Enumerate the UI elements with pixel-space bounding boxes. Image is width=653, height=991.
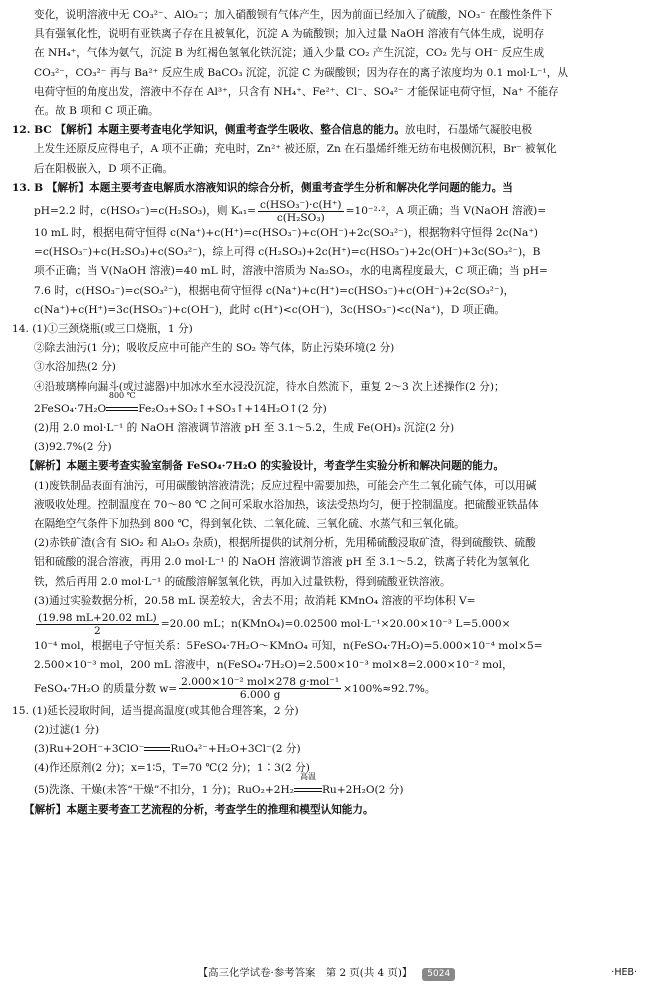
text-line: c(Na⁺)+c(H⁺)=3c(HSO₃⁻)+c(OH⁻)，此时 c(H⁺)<c(OH⁻)，3c(HSO₃⁻)<c(Na⁺)，D 项正确。	[34, 303, 506, 316]
text-line: ②除去油污(1 分)；吸收反应中可能产生的 SO₂ 等气体，防止污染环境(2 分)	[34, 342, 395, 355]
analysis-heading: 【解析】本题主要考查实验室制备 FeSO₄·7H₂O 的实验设计，考查学生实验分析和解决问题的能力。	[24, 460, 505, 473]
text-line: (4)作还原剂(2 分)；x=1∶5，T=70 ℃(2 分)；1∶3(2 分)	[34, 762, 310, 775]
products: Ru+2H₂O(2 分)	[321, 784, 404, 797]
text-line: (3)92.7%(2 分)	[34, 441, 112, 454]
text-line: 上发生还原反应得电子，A 项不正确；充电时，Zn²⁺ 被还原，Zn 在石墨烯纤维无纺布电极侧沉积，Br⁻ 被氧化	[34, 143, 557, 156]
reaction-condition	[106, 390, 138, 419]
reactants: (5)洗涤、干燥(未答“干燥”不扣分，1 分)；RuO₂+2H₂	[34, 784, 294, 797]
fraction-numerator: c(HSO₃⁻)·c(H⁺)	[259, 198, 342, 211]
question-14-line: 14. (1)①三颈烧瓶(或三口烧瓶，1 分)	[12, 323, 193, 336]
products: RuO₄²⁻+H₂O+3Cl⁻(2 分)	[170, 742, 301, 755]
text-line: 铁，然后再用 2.0 mol·L⁻¹ 的硫酸溶解氢氧化铁，再加入过量铁粉，得到硫酸亚铁溶液。	[34, 575, 451, 588]
reaction-equation	[34, 740, 639, 759]
text-line: (1)废铁制品表面有油污，可用碳酸钠溶液清洗；反应过程中需要加热，可能会产生二氧化硫气体，可以用碱	[34, 479, 537, 492]
equation-line	[34, 611, 639, 637]
condition-label: 高温	[299, 772, 316, 782]
text-line: 电荷守恒的角度出发，溶液中不存在 Al³⁺，只含有 NH₄⁺、Fe²⁺、Cl⁻、SO₄²⁻ 才能保证电荷守恒，Na⁺ 不能存	[34, 85, 559, 98]
text-line: 7.6 时，c(HSO₃⁻)=c(SO₃²⁻)，根据电荷守恒得 c(Na⁺)+c(H⁺)=c(HSO₃⁻)+c(OH⁻)+2c(SO₃²⁻)，	[34, 284, 515, 297]
fraction	[179, 676, 341, 701]
products: Fe₂O₃+SO₂↑+SO₃↑+14H₂O↑(2 分)	[138, 402, 327, 415]
text-line: 在。故 B 项和 C 项正确。	[34, 105, 159, 118]
footer-title: 【高三化学试卷·参考答案 第 2 页(共 4 页)】	[197, 967, 413, 979]
text-line: 后在阳极嵌入，D 项不正确。	[34, 162, 173, 175]
question-13-head: 13. B 【解析】本题主要考查电解质水溶液知识的综合分析，侧重考查学生分析和解决化学问题的能力。当	[12, 181, 513, 194]
text-line: 2.500×10⁻³ mol，200 mL 溶液中，n(FeSO₄·7H₂O)=2.500×10⁻³ mol×8=2.000×10⁻² mol，	[34, 659, 513, 672]
reactants: (3)Ru+2OH⁻+3ClO⁻	[34, 742, 145, 755]
text-line: (2)过滤(1 分)	[34, 723, 100, 736]
text-line: 在隔绝空气条件下加热到 800 ℃，得到氧化铁、二氧化硫、三氧化硫、水蒸气和三氧化硫。	[34, 518, 465, 531]
analysis-heading: 【解析】本题主要考查工艺流程的分析，考查学生的推理和模型认知能力。	[24, 803, 374, 816]
text-line: 在 NH₄⁺，气体为氨气，沉淀 B 为红褐色氢氧化铁沉淀；通入少量 CO₂ 产生沉淀，CO₂ 先与 OH⁻ 反应生成	[34, 47, 545, 60]
question-15-line: 15. (1)延长浸取时间，适当提高温度(或其他合理答案，2 分)	[12, 704, 299, 717]
text-span: 放电时，石墨烯气凝胶电极	[404, 124, 533, 137]
reactants: 2FeSO₄·7H₂O	[34, 402, 107, 415]
fraction	[36, 612, 159, 637]
text-line: 变化，说明溶液中无 CO₃²⁻、AlO₂⁻；加入硝酸钡有气体产生，因为前面已经加入了硫酸，NO₃⁻ 在酸性条件下	[34, 9, 553, 21]
text-line: ④沿玻璃棒向漏斗(或过滤器)中加冰水至水浸没沉淀，待水自然流下，重复 2～3 次上述操作(2 分)；	[34, 380, 505, 393]
text-span: pH=2.2 时，c(HSO₃⁻)=c(H₂SO₃)，则 Kₐ₁=	[34, 205, 256, 218]
paper-code-badge: 5024	[422, 968, 455, 981]
condition-label: 800 ℃	[108, 390, 136, 400]
reaction-equation	[34, 772, 639, 800]
equals-arrow-icon	[106, 407, 138, 411]
text-line: =c(HSO₃⁻)+c(H₂SO₃)+c(SO₃²⁻)，综上可得 c(H₂SO₃)+2c(H⁺)=c(HSO₃⁻)+2c(OH⁻)+3c(SO₃²⁻)，B	[34, 246, 541, 259]
fraction-denominator: 2	[93, 624, 101, 637]
text-line: 10⁻⁴ mol，根据电子守恒关系：5FeSO₄·7H₂O～KMnO₄ 可知，n(FeSO₄·7H₂O)=5.000×10⁻⁴ mol×5=	[34, 640, 543, 653]
text-span: =10⁻²·²，A 项正确；当 V(NaOH 溶液)=	[345, 205, 547, 218]
equation-line	[34, 198, 639, 224]
text-span: FeSO₄·7H₂O 的质量分数 w=	[34, 682, 178, 695]
fraction-numerator: (19.98 mL+20.02 mL)	[38, 611, 157, 624]
question-12-line	[12, 121, 639, 140]
equals-arrow-icon	[294, 788, 322, 792]
text-span: ×100%≈92.7%。	[343, 682, 436, 695]
text-line: 10 mL 时，根据电荷守恒得 c(Na⁺)+c(H⁺)=c(HSO₃⁻)+c(OH⁻)+2c(SO₃²⁻)，根据物料守恒得 2c(Na⁺)	[34, 227, 539, 240]
reaction-condition	[294, 772, 322, 800]
fraction-denominator: 6.000 g	[239, 689, 281, 701]
text-line: 项不正确；当 V(NaOH 溶液)=40 mL 时，溶液中溶质为 Na₂SO₃，水的电离程度最大，C 项正确；当 pH=	[34, 265, 548, 278]
fraction	[258, 199, 344, 224]
fraction-numerator: 2.000×10⁻² mol×278 g·mol⁻¹	[181, 676, 340, 688]
equation-line	[34, 676, 639, 702]
text-line: (3)通过实验数据分析，20.58 mL 误差较大，舍去不用；故消耗 KMnO₄ 溶液的平均体积 V=	[34, 594, 476, 607]
equals-sign-icon	[144, 747, 170, 751]
text-line: 液吸收处理。控制温度在 70～80 ℃ 之间可采取水浴加热，该法受热均匀，便于控制温度。把硫酸亚铁晶体	[34, 498, 539, 511]
text-line: (2)赤铁矿渣(含有 SiO₂ 和 Al₂O₃ 杂质)，根据所提供的试剂分析，先用稀硫酸浸取矿渣，得到硫酸铁、硫酸	[34, 537, 536, 550]
reaction-equation	[34, 390, 639, 419]
region-tag: ·HEB·	[611, 967, 637, 978]
question-12-head: 12. BC 【解析】本题主要考查电化学知识，侧重考查学生吸收、整合信息的能力。	[12, 124, 405, 137]
text-line: (2)用 2.0 mol·L⁻¹ 的 NaOH 溶液调节溶液 pH 至 3.1～5.2，生成 Fe(OH)₃ 沉淀(2 分)	[34, 422, 455, 435]
fraction-denominator: c(H₂SO₃)	[276, 211, 325, 224]
text-line: 铝和硫酸的混合溶液，再用 2.0 mol·L⁻¹ 的 NaOH 溶液调节溶液 pH 至 3.1～5.2，铁离子转化为氢氧化	[34, 556, 530, 569]
page-footer	[0, 966, 653, 981]
text-line: 具有强氧化性，说明有亚铁离子存在且被氧化，沉淀 A 为硫酸钡；加入过量 NaOH 溶液有气体生成，说明存	[34, 28, 545, 41]
reaction-condition	[144, 740, 170, 759]
text-line: CO₃²⁻，CO₃²⁻ 再与 Ba²⁺ 反应生成 BaCO₃ 沉淀，沉淀 C 为碳酸钡；因为存在的离子浓度均为 0.1 mol·L⁻¹，从	[34, 66, 568, 79]
text-span: =20.00 mL；n(KMnO₄)=0.02500 mol·L⁻¹×20.00×10⁻³ L=5.000×	[160, 618, 511, 631]
text-line: ③水浴加热(2 分)	[34, 361, 116, 374]
